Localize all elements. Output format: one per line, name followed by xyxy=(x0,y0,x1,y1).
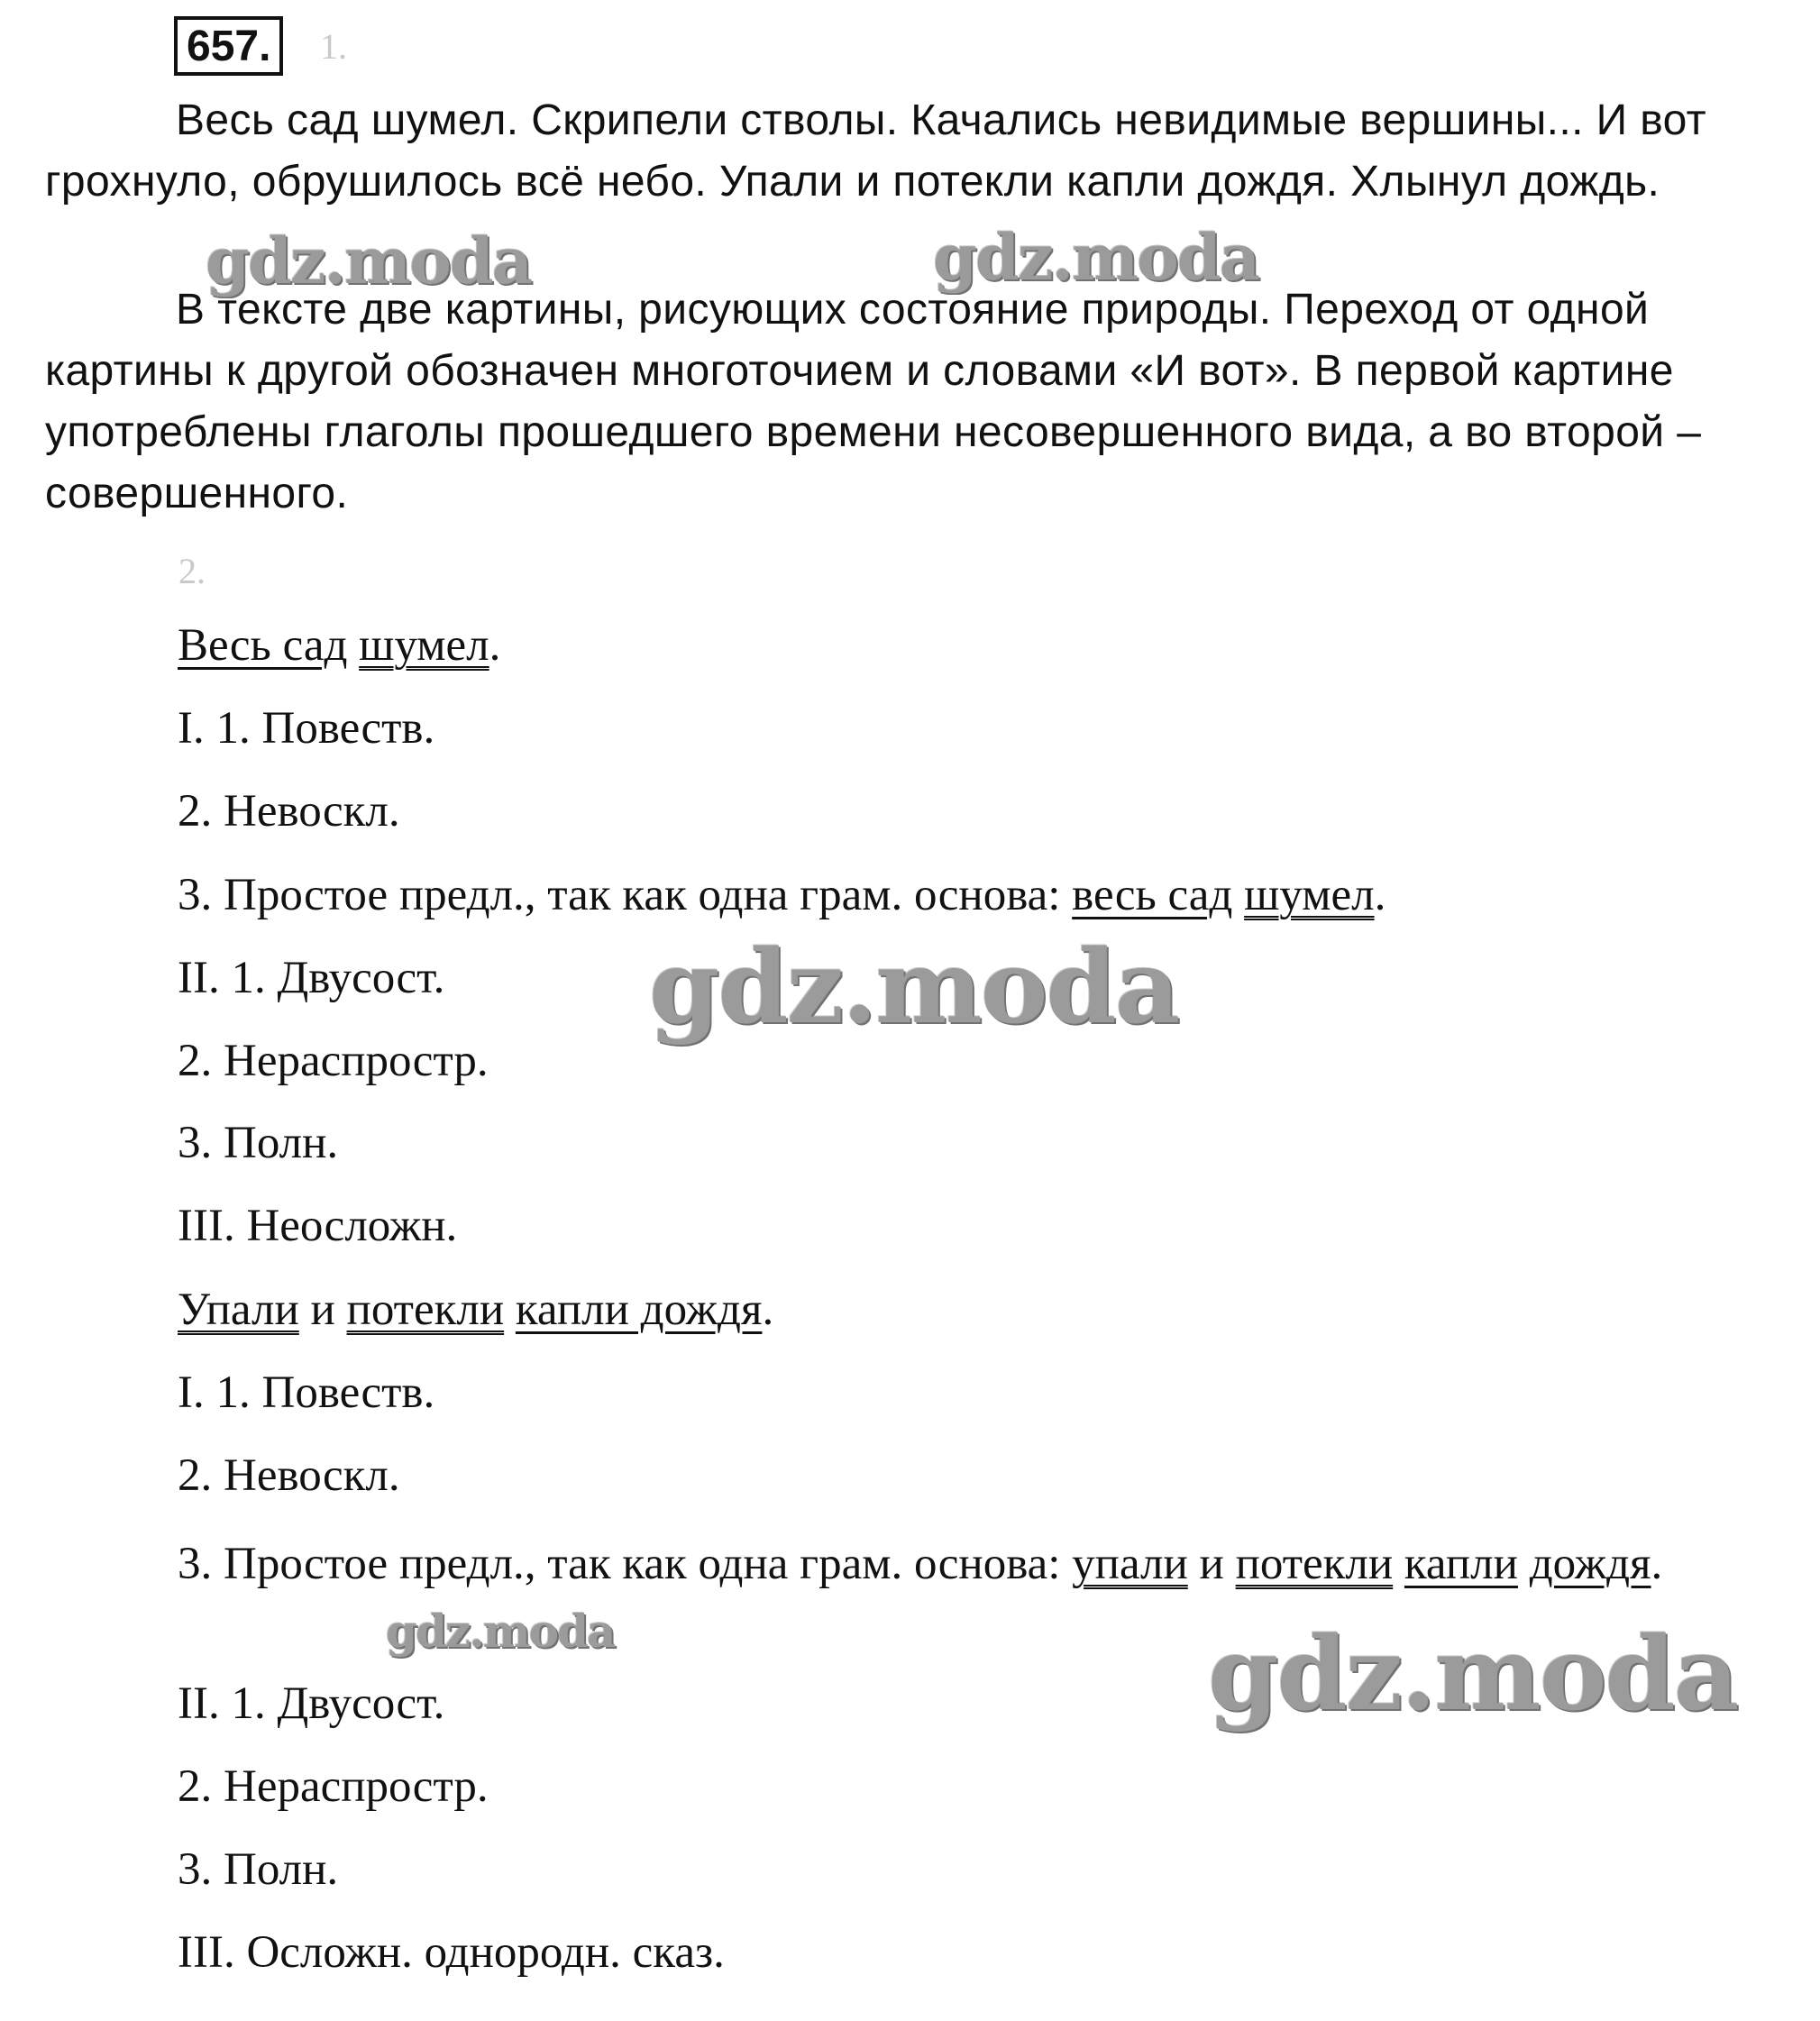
analysis-1-item: 3. Простое предл., так как одна грам. основа: весь сад шумел. xyxy=(178,870,1386,920)
watermark: gdz.moda xyxy=(933,220,1259,295)
analysis-2-item: 2. Невоскл. xyxy=(178,1450,400,1501)
analysis-1-item: III. Неосложн. xyxy=(178,1201,458,1251)
paragraph-explanation: В тексте две картины, рисующих состояние природы. Переход от одной картины к другой обозначен многоточием и словами «И вот». В первой картине употреблены глаголы прошедшего времени несовершенного вида, а во второй – совершенного. xyxy=(45,286,1702,517)
watermark: gdz.moda xyxy=(206,224,532,298)
analysed-sentence-1: Весь сад шумел. xyxy=(178,620,501,671)
subject: Весь сад xyxy=(178,620,348,671)
predicate: шумел xyxy=(359,620,489,671)
predicate: потекли xyxy=(346,1285,505,1335)
watermark: gdz.moda xyxy=(1208,1615,1738,1733)
analysis-2-item: II. 1. Двусост. xyxy=(178,1678,445,1729)
paragraph-text: Весь сад шумел. Скрипели стволы. Качались невидимые вершины... И вот грохнуло, обрушилось всё небо. Упали и потекли капли дождя. Хлынул дождь. xyxy=(45,96,1707,206)
exercise-number: 657. xyxy=(174,16,283,76)
analysis-2-item: 2. Нераспростр. xyxy=(178,1761,489,1812)
watermark: gdz.moda xyxy=(649,928,1179,1047)
analysis-2-item: 3. Полн. xyxy=(178,1844,339,1895)
analysis-1-item: II. 1. Двусост. xyxy=(178,953,445,1003)
analysis-1-item: 2. Невоскл. xyxy=(178,786,400,837)
analysis-1-item: 3. Полн. xyxy=(178,1118,339,1168)
basis-predicate: шумел xyxy=(1244,870,1375,920)
part-1-label: 1. xyxy=(320,26,347,67)
basis-predicate: упали xyxy=(1072,1539,1188,1589)
analysis-1-item: I. 1. Повеств. xyxy=(178,703,435,754)
analysis-2-item: III. Осложн. однородн. сказ. xyxy=(178,1927,725,1978)
analysis-1-item: 2. Нераспростр. xyxy=(178,1036,489,1086)
basis-subject: весь сад xyxy=(1072,870,1233,920)
analysis-2-item: 3. Простое предл., так как одна грам. основа: упали и потекли капли дождя. xyxy=(178,1539,1663,1589)
basis-subject: дождя xyxy=(1529,1539,1651,1589)
watermark: gdz.moda xyxy=(386,1605,615,1658)
analysed-sentence-2: Упали и потекли капли дождя. xyxy=(178,1285,774,1335)
predicate: Упали xyxy=(178,1285,299,1335)
subject: капли дождя xyxy=(515,1285,763,1335)
basis-predicate: потекли xyxy=(1235,1539,1394,1589)
analysis-2-item: I. 1. Повеств. xyxy=(178,1367,435,1418)
part-2-label: 2. xyxy=(178,551,206,591)
basis-subject: капли xyxy=(1404,1539,1518,1589)
